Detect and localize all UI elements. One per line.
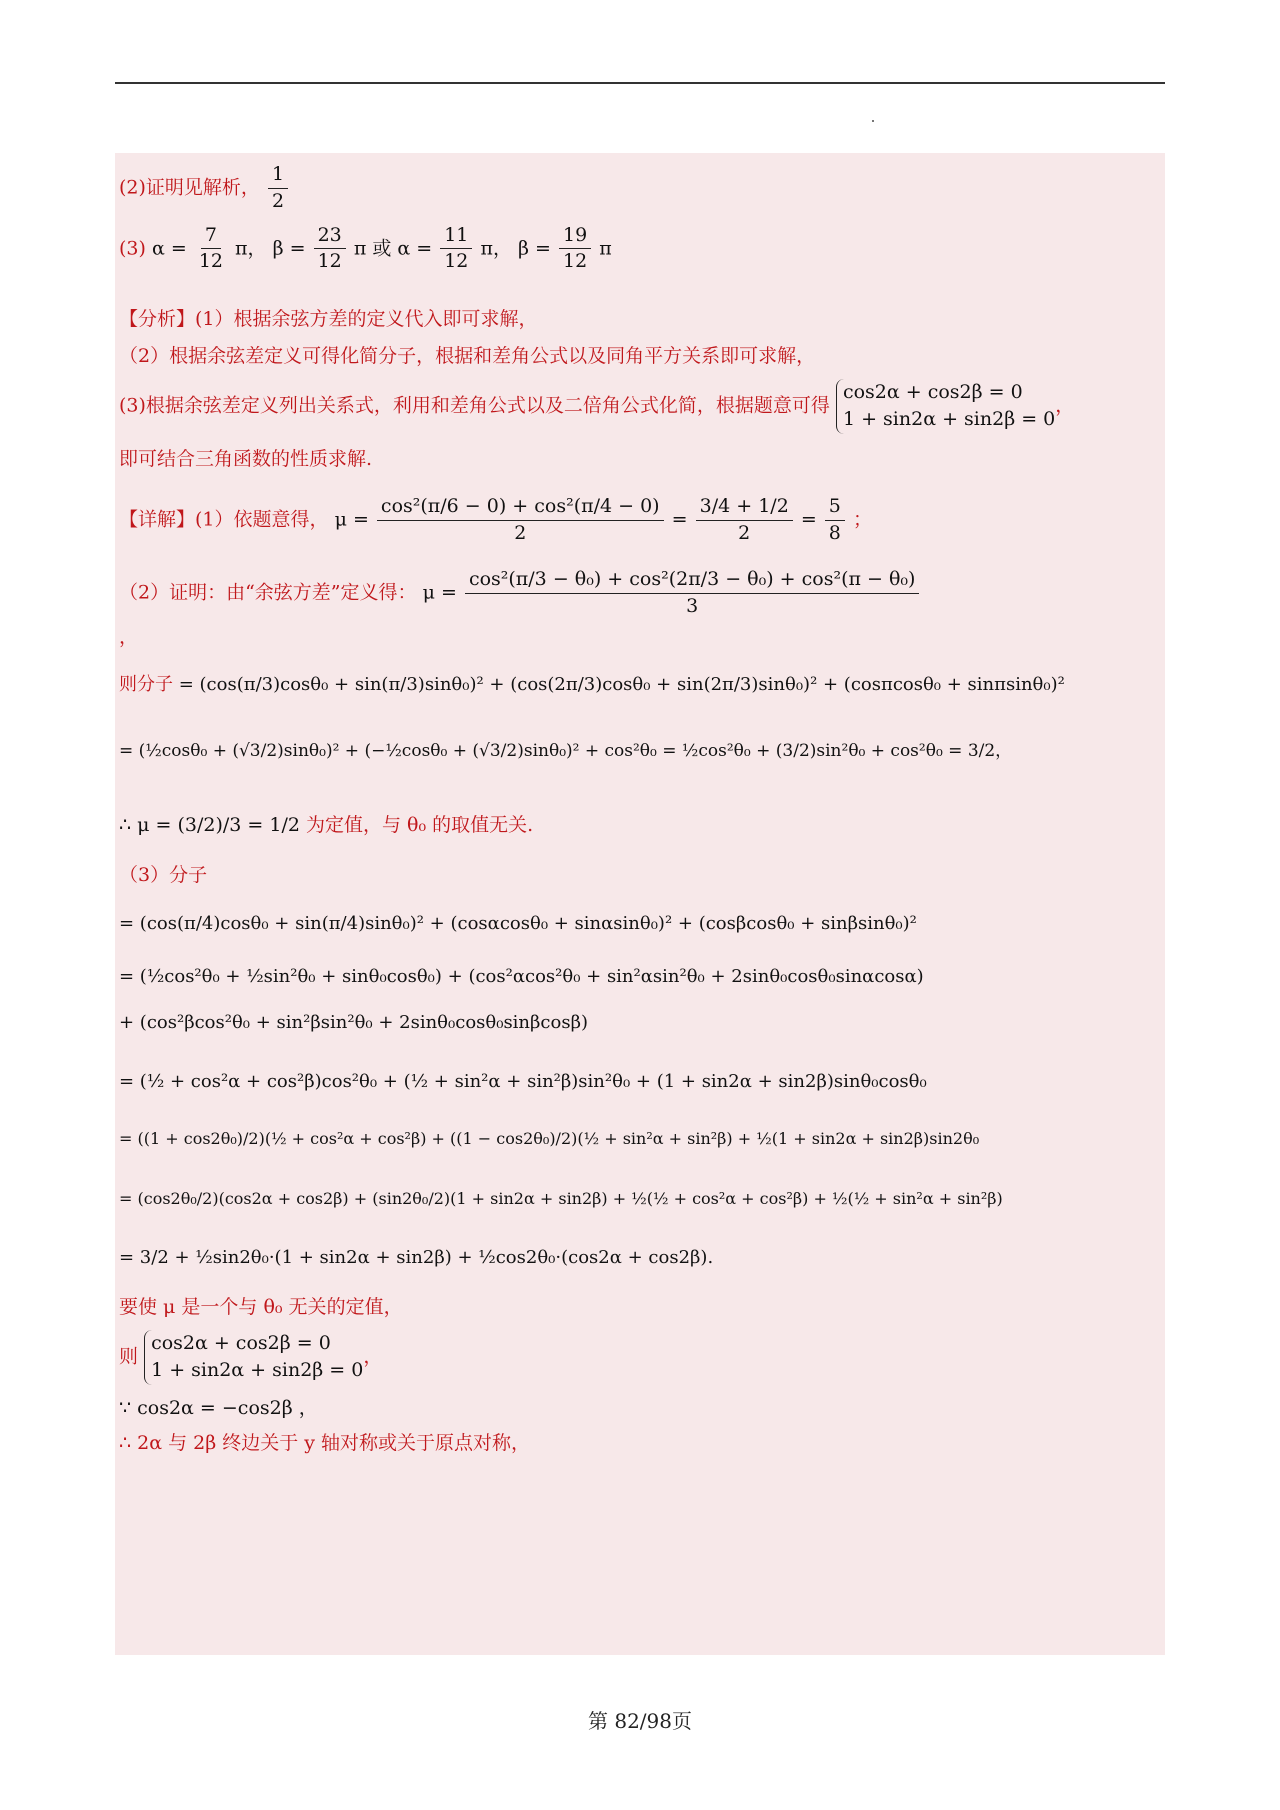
detail-3-label: （3）分子 bbox=[119, 863, 208, 886]
derivation-line-3: + (cos²βcos²θ₀ + sin²βsin²θ₀ + 2sinθ₀cosθ₀sinβcosβ) bbox=[119, 1012, 589, 1034]
analysis-3: (3)根据余弦差定义列出关系式，利用和差角公式以及二倍角公式化简，根据题意可得 cos2α + cos2β = 0 1 + sin2α + sin2β = 0 ， bbox=[119, 379, 1155, 434]
answer-2: (2)证明见解析， $\frac{1}{2}$ bbox=[119, 163, 1155, 214]
derivation-line-2: = (½cos²θ₀ + ½sin²θ₀ + sinθ₀cosθ₀) + (cos²αcos²θ₀ + sin²αsin²θ₀ + 2sinθ₀cosθ₀sinαcosα) bbox=[119, 965, 924, 987]
because-line: ∵ cos2α = −cos2β ， bbox=[119, 1396, 318, 1419]
header-rule bbox=[115, 82, 1165, 84]
detail-1: 【详解】(1）依题意得， μ = $\frac{\text{cos²(π/6 − 0) + cos²(π/4 − 0)}}{2}$ = $\frac{3/4 + 1/2}{2}$ = $\frac{5}{8}$ ； bbox=[119, 495, 872, 545]
derivation-line-4: = (½ + cos²α + cos²β)cos²θ₀ + (½ + sin²α + sin²β)sin²θ₀ + (1 + sin2α + sin2β)sinθ₀cosθ₀ bbox=[119, 1070, 927, 1092]
derivation-line-7: = 3/2 + ½sin2θ₀·(1 + sin2α + sin2β) + ½cos2θ₀·(cos2α + cos2β). bbox=[119, 1247, 714, 1269]
expand-line: = (½cosθ₀ + (√3/2)sinθ₀)² + (−½cosθ₀ + (√3/2)sinθ₀)² + cos²θ₀ = ½cos²θ₀ + (3/2)sin²θ₀ + cos²θ₀ = 3/2， bbox=[119, 740, 1013, 761]
equation-system: cos2α + cos2β = 0 1 + sin2α + sin2β = 0 bbox=[144, 1330, 363, 1385]
analysis-1: 【分析】(1）根据余弦方差的定义代入即可求解， bbox=[119, 308, 538, 330]
answer-3: (3) α = $\frac{7}{12}$ π， β = $\frac{23}{12}$ π 或 α = $\frac{11}{12}$ π， β = $\frac{19}{12}$ π bbox=[119, 223, 612, 273]
system-line: 则 cos2α + cos2β = 0 1 + sin2α + sin2β = 0 ， bbox=[119, 1330, 1155, 1385]
derivation-line-1: = (cos(π/4)cosθ₀ + sin(π/4)sinθ₀)² + (cosαcosθ₀ + sinαsinθ₀)² + (cosβcosθ₀ + sinβsinθ₀)² bbox=[119, 913, 917, 935]
therefore-line: ∴ 2α 与 2β 终边关于 y 轴对称或关于原点对称， bbox=[119, 1432, 531, 1455]
speck bbox=[872, 120, 874, 122]
fraction: $\frac{1}{2}$ bbox=[268, 163, 288, 214]
comma-line: ， bbox=[119, 626, 139, 649]
analysis-2: （2）根据余弦差定义可得化简分子，根据和差角公式以及同角平方关系即可求解， bbox=[119, 344, 816, 367]
requirement: 要使 μ 是一个与 θ₀ 无关的定值， bbox=[119, 1295, 403, 1318]
mu-result: ∴ μ = (3/2)/3 = 1/2 为定值，与 θ₀ 的取值无关. bbox=[119, 813, 534, 836]
page-number: 第 82/98页 bbox=[588, 1709, 692, 1733]
derivation-line-5: = ((1 + cos2θ₀)/2)(½ + cos²α + cos²β) + ((1 − cos2θ₀)/2)(½ + sin²α + sin²β) + ½(1 + sin2α + sin2β)sin2θ₀ bbox=[119, 1129, 980, 1149]
analysis-4: 即可结合三角函数的性质求解. bbox=[119, 447, 373, 470]
detail-2: （2）证明：由“余弦方差”定义得： μ = $\frac{\text{cos²(π/3 − θ₀) + cos²(2π/3 − θ₀) + cos²(π − θ₀)}}{3}$ bbox=[119, 568, 1155, 619]
numerator-line: 则分子 = (cos(π/3)cosθ₀ + sin(π/3)sinθ₀)² + (cos(2π/3)cosθ₀ + sin(2π/3)sinθ₀)² + (cosπcosθ₀ + sinπsinθ₀)² bbox=[119, 674, 1065, 696]
equation-system: cos2α + cos2β = 0 1 + sin2α + sin2β = 0 bbox=[836, 379, 1055, 434]
derivation-line-6: = (cos2θ₀/2)(cos2α + cos2β) + (sin2θ₀/2)(1 + sin2α + sin2β) + ½(½ + cos²α + cos²β) + ½(½ + sin²α + sin²β) bbox=[119, 1189, 1003, 1209]
solution-panel bbox=[115, 153, 1165, 1655]
